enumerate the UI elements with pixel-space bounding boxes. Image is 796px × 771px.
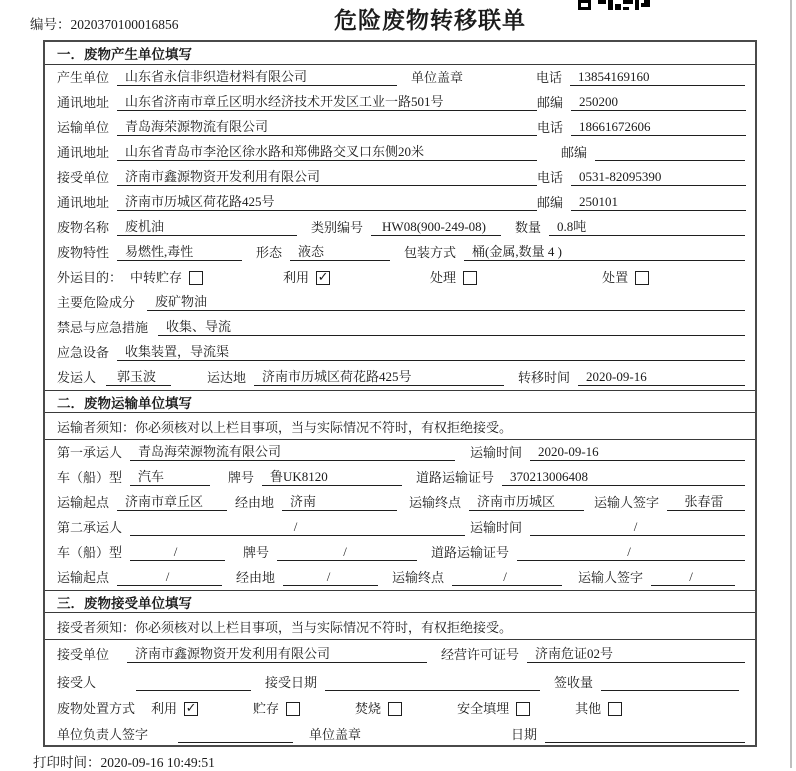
- zip-label: 邮编: [560, 145, 587, 160]
- serial-label: 编号：: [30, 17, 71, 32]
- category-value: HW08(900-249-08): [371, 219, 501, 236]
- plate-value: 鲁UK8120: [262, 466, 402, 486]
- quantity-label: 数量: [515, 220, 542, 235]
- origin-value: /: [117, 569, 222, 586]
- equipment-value: 收集装置，导流渠: [117, 341, 745, 361]
- phone-label: 电话: [537, 170, 564, 185]
- packing-value: 桶(金属,数量 4 ): [464, 241, 745, 261]
- phone-value: 0531-82095390: [571, 169, 746, 186]
- serial-value: 2020370100016856: [70, 17, 179, 32]
- license-value: 济南危证02号: [527, 643, 745, 663]
- page-title: 危险废物转移联单: [334, 8, 526, 33]
- address-value: 山东省济南市章丘区明水经济技术开发区工业一路501号: [117, 91, 537, 111]
- carrier-label: 第二承运人: [57, 520, 123, 535]
- origin-value: 济南市章丘区: [117, 491, 227, 511]
- zip-label: 邮编: [537, 195, 564, 210]
- phone-value: 13854169160: [570, 69, 745, 86]
- transfer-time-label: 转移时间: [518, 370, 571, 385]
- address-label: 通讯地址: [57, 95, 110, 110]
- taboo-label: 禁忌与应急措施: [57, 320, 149, 335]
- manifest-form: [43, 40, 757, 747]
- purpose-option-treat: [430, 267, 477, 286]
- vehicle-type-value: 汽车: [130, 466, 210, 486]
- destination-label: 运达地: [207, 370, 247, 385]
- accept-unit-label: 接受单位: [57, 647, 110, 662]
- option-label: 贮存: [253, 701, 280, 716]
- date-label: 日期: [511, 727, 538, 742]
- row-taboo-measures: [45, 315, 755, 340]
- row-acceptor: [45, 667, 755, 695]
- category-label: 类别编号: [311, 220, 364, 235]
- row-emergency-equipment: [45, 340, 755, 365]
- equipment-label: 应急设备: [57, 345, 110, 360]
- zip-value: 250200: [571, 94, 746, 111]
- checkbox-other: [608, 702, 622, 716]
- checkbox-use: ✓: [185, 701, 197, 716]
- carrier-sign-label: 运输人签字: [578, 570, 644, 585]
- transport-time-value: 2020-09-16: [530, 444, 745, 461]
- option-label: 利用: [151, 701, 178, 716]
- license-label: 经营许可证号: [441, 647, 520, 662]
- phone-label: 电话: [535, 70, 562, 85]
- purpose-option-dispose: [602, 267, 649, 286]
- option-label: 利用: [283, 270, 310, 285]
- waste-name-label: 废物名称: [57, 220, 110, 235]
- checkbox-incinerate: [388, 702, 402, 716]
- row-disposal-method: [45, 695, 755, 721]
- zip-label: 邮编: [537, 95, 564, 110]
- section1-header: 一．废物产生单位填写: [45, 42, 755, 65]
- producer-label: 产生单位: [57, 70, 110, 85]
- date-value: [545, 728, 745, 743]
- plate-label: 牌号: [243, 545, 270, 560]
- shipper-label: 发运人: [57, 370, 97, 385]
- purpose-label: 外运目的：: [57, 270, 123, 285]
- disposal-option-other: [575, 698, 622, 717]
- zip-value: [595, 146, 745, 161]
- road-permit-label: 道路运输证号: [431, 545, 510, 560]
- transporter-notice: 运输者须知：你必须核对以上栏目事项，当与实际情况不符时，有权拒绝接受。: [45, 413, 755, 440]
- receiver-value: 济南市鑫源物资开发利用有限公司: [117, 166, 537, 186]
- checkbox-treat: [463, 271, 477, 285]
- row-transporter: [45, 115, 755, 140]
- endpoint-label: 运输终点: [409, 495, 462, 510]
- phone-value: 18661672606: [571, 119, 746, 136]
- transporter-value: 青岛海荣源物流有限公司: [117, 116, 537, 136]
- vehicle-type-value: /: [130, 544, 225, 561]
- carrier-sign-value: 张春雷: [667, 491, 745, 511]
- purpose-option-transfer: [130, 267, 203, 286]
- hazard-label: 主要危险成分: [57, 295, 136, 310]
- plate-label: 牌号: [228, 470, 255, 485]
- endpoint-value: 济南市历城区: [469, 491, 584, 511]
- via-label: 经由地: [236, 570, 276, 585]
- character-label: 废物特性: [57, 245, 110, 260]
- print-time: [33, 751, 215, 771]
- checkbox-use: ✓: [317, 270, 329, 285]
- transport-time-label: 运输时间: [469, 445, 522, 460]
- option-label: 其他: [575, 701, 602, 716]
- acceptor-value: [136, 676, 251, 691]
- carrier-sign-value: /: [651, 569, 735, 586]
- form-value: 液态: [290, 241, 390, 261]
- origin-label: 运输起点: [57, 495, 110, 510]
- option-label: 中转贮存: [130, 270, 183, 285]
- row-responsible-sign: [45, 721, 755, 747]
- carrier-value: 青岛海荣源物流有限公司: [130, 441, 455, 461]
- row-route-1: [45, 490, 755, 515]
- disposal-option-use: [151, 698, 198, 717]
- qr-code-icon: [578, 0, 650, 11]
- quantity-value: 0.8吨: [549, 216, 745, 236]
- waste-name-value: 废机油: [117, 216, 297, 236]
- acceptor-label: 接受人: [57, 675, 97, 690]
- carrier-value: /: [130, 519, 465, 536]
- option-label: 处理: [430, 270, 457, 285]
- option-label: 焚烧: [355, 701, 382, 716]
- receipt-amount-value: [601, 676, 739, 691]
- address-label: 通讯地址: [57, 145, 110, 160]
- transport-time-label: 运输时间: [469, 520, 522, 535]
- accept-unit-value: 济南市鑫源物资开发利用有限公司: [127, 643, 427, 663]
- zip-value: 250101: [571, 194, 746, 211]
- responsible-sign-value: [178, 728, 293, 743]
- checkbox-store: [286, 702, 300, 716]
- row-accept-unit: [45, 640, 755, 667]
- disposal-label: 废物处置方式: [57, 701, 136, 716]
- unit-seal-label: 单位盖章: [309, 727, 362, 742]
- print-time-value: 2020-09-16 10:49:51: [100, 755, 215, 770]
- row-vehicle-1: [45, 465, 755, 490]
- address-value: 济南市历城区荷花路425号: [117, 191, 537, 211]
- section2-header: 二．废物运输单位填写: [45, 390, 755, 413]
- checkbox-transfer-storage: [189, 271, 203, 285]
- via-value: 济南: [282, 491, 397, 511]
- transporter-label: 运输单位: [57, 120, 110, 135]
- purpose-option-use: [283, 267, 330, 286]
- row-receiver-address: [45, 190, 755, 215]
- receiver-notice: 接受者须知：你必须核对以上栏目事项，当与实际情况不符时，有权拒绝接受。: [45, 613, 755, 640]
- shipper-value: 郭玉波: [106, 366, 171, 386]
- road-permit-value: 370213006408: [502, 469, 745, 486]
- phone-label: 电话: [537, 120, 564, 135]
- row-shipper: [45, 365, 755, 390]
- vehicle-type-label: 车（船）型: [57, 470, 123, 485]
- disposal-option-store: [253, 698, 300, 717]
- disposal-option-landfill: [457, 698, 530, 717]
- endpoint-label: 运输终点: [392, 570, 445, 585]
- via-label: 经由地: [235, 495, 275, 510]
- row-hazard-component: [45, 290, 755, 315]
- producer-value: 山东省永信非织造材料有限公司: [117, 66, 397, 86]
- accept-date-value: [325, 676, 540, 691]
- row-first-carrier: [45, 440, 755, 465]
- option-label: 处置: [602, 270, 629, 285]
- row-producer-address: [45, 90, 755, 115]
- row-vehicle-2: [45, 540, 755, 565]
- road-permit-value: /: [517, 544, 745, 561]
- receiver-label: 接受单位: [57, 170, 110, 185]
- carrier-sign-label: 运输人签字: [594, 495, 660, 510]
- hazard-value: 废矿物油: [147, 291, 745, 311]
- disposal-option-incinerate: [355, 698, 402, 717]
- row-route-2: [45, 565, 755, 590]
- character-value: 易燃性,毒性: [117, 241, 242, 261]
- destination-value: 济南市历城区荷花路425号: [254, 366, 504, 386]
- carrier-label: 第一承运人: [57, 445, 123, 460]
- road-permit-label: 道路运输证号: [416, 470, 495, 485]
- row-transporter-address: [45, 140, 755, 165]
- section3-header: 三．废物接受单位填写: [45, 590, 755, 613]
- checkbox-landfill: [516, 702, 530, 716]
- row-waste-character: [45, 240, 755, 265]
- plate-value: /: [277, 544, 417, 561]
- address-value: 山东省青岛市李沧区徐水路和郑佛路交叉口东侧20米: [117, 141, 537, 161]
- row-purpose: [45, 265, 755, 290]
- row-second-carrier: [45, 515, 755, 540]
- responsible-sign-label: 单位负责人签字: [57, 727, 149, 742]
- unit-seal-label: 单位盖章: [411, 70, 464, 85]
- option-label: 安全填埋: [457, 701, 510, 716]
- checkbox-dispose: [635, 271, 649, 285]
- address-label: 通讯地址: [57, 195, 110, 210]
- transfer-time-value: 2020-09-16: [578, 369, 745, 386]
- row-waste-name: [45, 215, 755, 240]
- page-edge-divider: [790, 0, 792, 768]
- origin-label: 运输起点: [57, 570, 110, 585]
- accept-date-label: 接受日期: [265, 675, 318, 690]
- transport-time-value: /: [530, 519, 745, 536]
- row-producer: [45, 65, 755, 90]
- print-time-label: 打印时间：: [33, 755, 101, 770]
- form-label: 形态: [256, 245, 283, 260]
- packing-label: 包装方式: [404, 245, 457, 260]
- taboo-value: 收集、导流: [158, 316, 745, 336]
- receipt-amount-label: 签收量: [554, 675, 594, 690]
- endpoint-value: /: [452, 569, 562, 586]
- via-value: /: [283, 569, 378, 586]
- vehicle-type-label: 车（船）型: [57, 545, 123, 560]
- row-receiver: [45, 165, 755, 190]
